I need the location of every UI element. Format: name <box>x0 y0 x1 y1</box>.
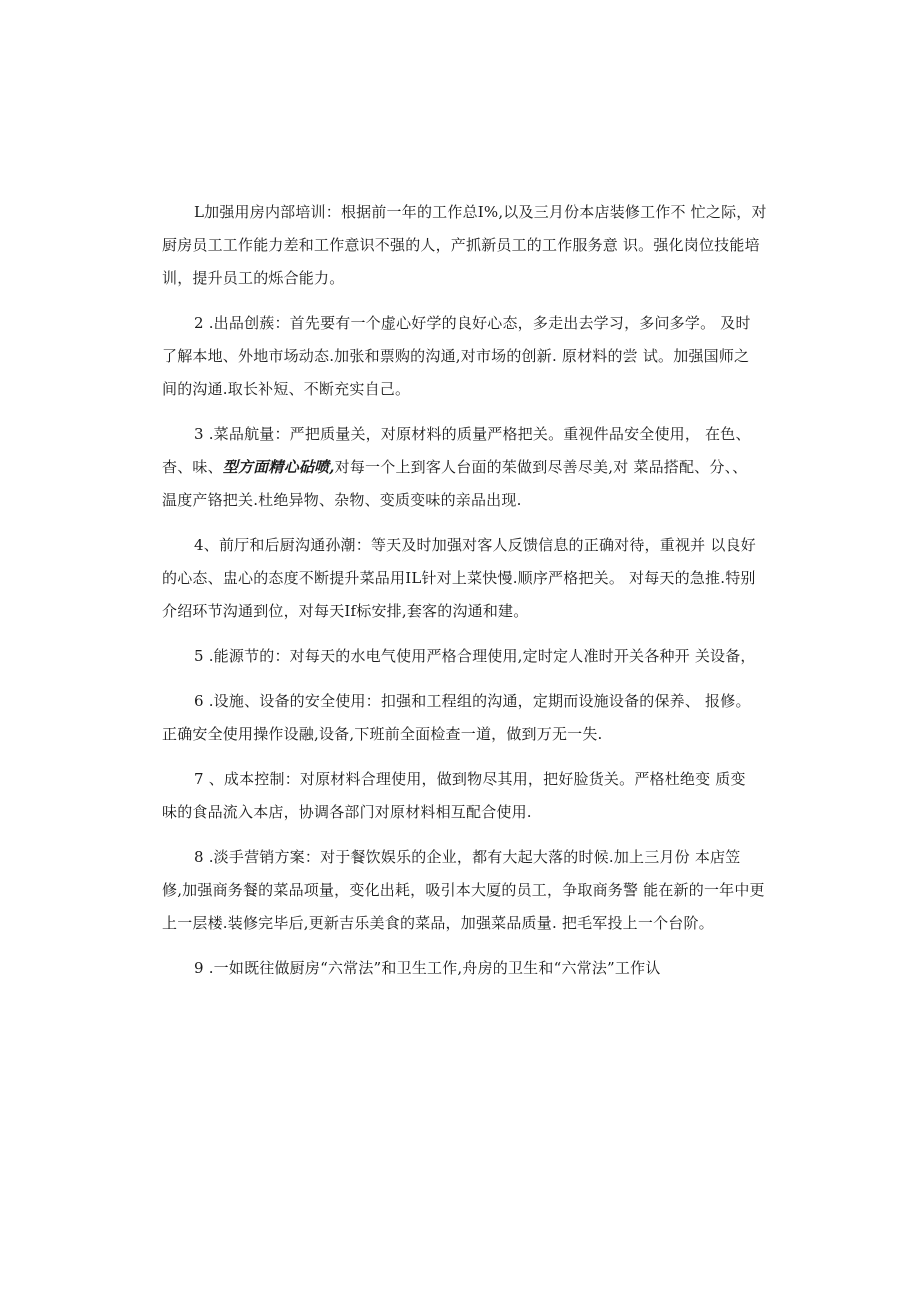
paragraph-line-mixed <box>162 451 772 484</box>
paragraph-line: 正确安全使用操作设融,设备,下班前全面检查一道，做到万无一失. <box>162 725 603 743</box>
paragraph-line: 温度产铬把关.杜绝异物、杂物、变质变味的亲品出现. <box>162 491 522 509</box>
line-start: 杳、味、 <box>162 458 223 476</box>
paragraph-1 <box>162 196 772 295</box>
paragraph-line: 介绍环节沟通到位，对每天If标安排,套客的沟通和建。 <box>162 602 529 620</box>
paragraph-3 <box>162 418 772 517</box>
paragraph-9 <box>162 952 772 985</box>
document-body <box>162 196 772 997</box>
paragraph-line: 7 、成本控制：对原材料合理使用，做到物尽其用，把好脸货关。严格杜绝变 质变 <box>194 770 746 788</box>
paragraph-line: 间的沟通.取长补短、不断充实自己。 <box>162 380 411 398</box>
paragraph-line: 4、前厅和后厨沟通孙潮：等天及时加强对客人反馈信息的正确对待，重视并 以良好 <box>194 536 756 554</box>
paragraph-6 <box>162 685 772 751</box>
paragraph-line: 修,加强商务餐的菜品项量，变化出耗，吸引本大厦的员工，争取商务警 能在新的一年中更 <box>162 881 765 899</box>
paragraph-line: 5 .能源节的：对每天的水电气使用严格合理使用,定时定人准时开关各种开 关设备， <box>194 647 756 665</box>
line-end: 对每一个上到客人台面的茱做到尽善尽美,对 菜品搭配、分、、 <box>334 458 748 476</box>
paragraph-line: L加强用房内部培训：根据前一年的工作总I%,以及三月份本店装修工作不 忙之际，对 <box>194 203 767 221</box>
paragraph-4 <box>162 529 772 628</box>
paragraph-line: 厨房员工工作能力差和工作意识不强的人，产抓新员工的工作服务意 识。强化岗位技能培 <box>162 236 760 254</box>
paragraph-7 <box>162 763 772 829</box>
paragraph-8 <box>162 841 772 940</box>
paragraph-line: 3 .菜品航量：严把质量关，对原材料的质量严格把关。重视件品安全使用， 在色、 <box>194 425 751 443</box>
paragraph-line: 了解本地、外地市场动态.加张和票购的沟通,对市场的创新. 原材料的尝 试。加强国师之 <box>162 347 750 365</box>
paragraph-line: 训，提升员工的烁合能力。 <box>162 269 345 287</box>
paragraph-line: 8 .淡手营销方案：对于餐饮娱乐的企业，都有大起大落的时候.加上三月份 本店笠 <box>194 848 741 866</box>
paragraph-line: 9 .一如既往做厨房“六常法”和卫生工作,舟房的卫生和“六常法”工作认 <box>194 959 661 977</box>
paragraph-line: 的心态、盅心的态度不断提升菜品用IL针对上菜快慢.顺序严格把关。 对每天的急推.特别 <box>162 569 756 587</box>
paragraph-line: 味的食品流入本店，协调各部门对原材料相互配合使用. <box>162 803 532 821</box>
paragraph-line: 6 .设施、设备的安全使用：扣强和工程组的沟通，定期而设施设备的保养、 报修。 <box>194 692 751 710</box>
paragraph-5 <box>162 640 772 673</box>
emphasized-text: 型方面精心砧喷, <box>222 458 335 476</box>
paragraph-line: 上一层楼.装修完毕后,更新吉乐美食的菜品，加强菜品质量. 把毛军投上一个台阶。 <box>162 914 714 932</box>
paragraph-line: 2 .出品创蔟：首先要有一个虚心好学的良好心态，多走出去学习，多问多学。 及时 <box>194 314 751 332</box>
paragraph-2 <box>162 307 772 406</box>
